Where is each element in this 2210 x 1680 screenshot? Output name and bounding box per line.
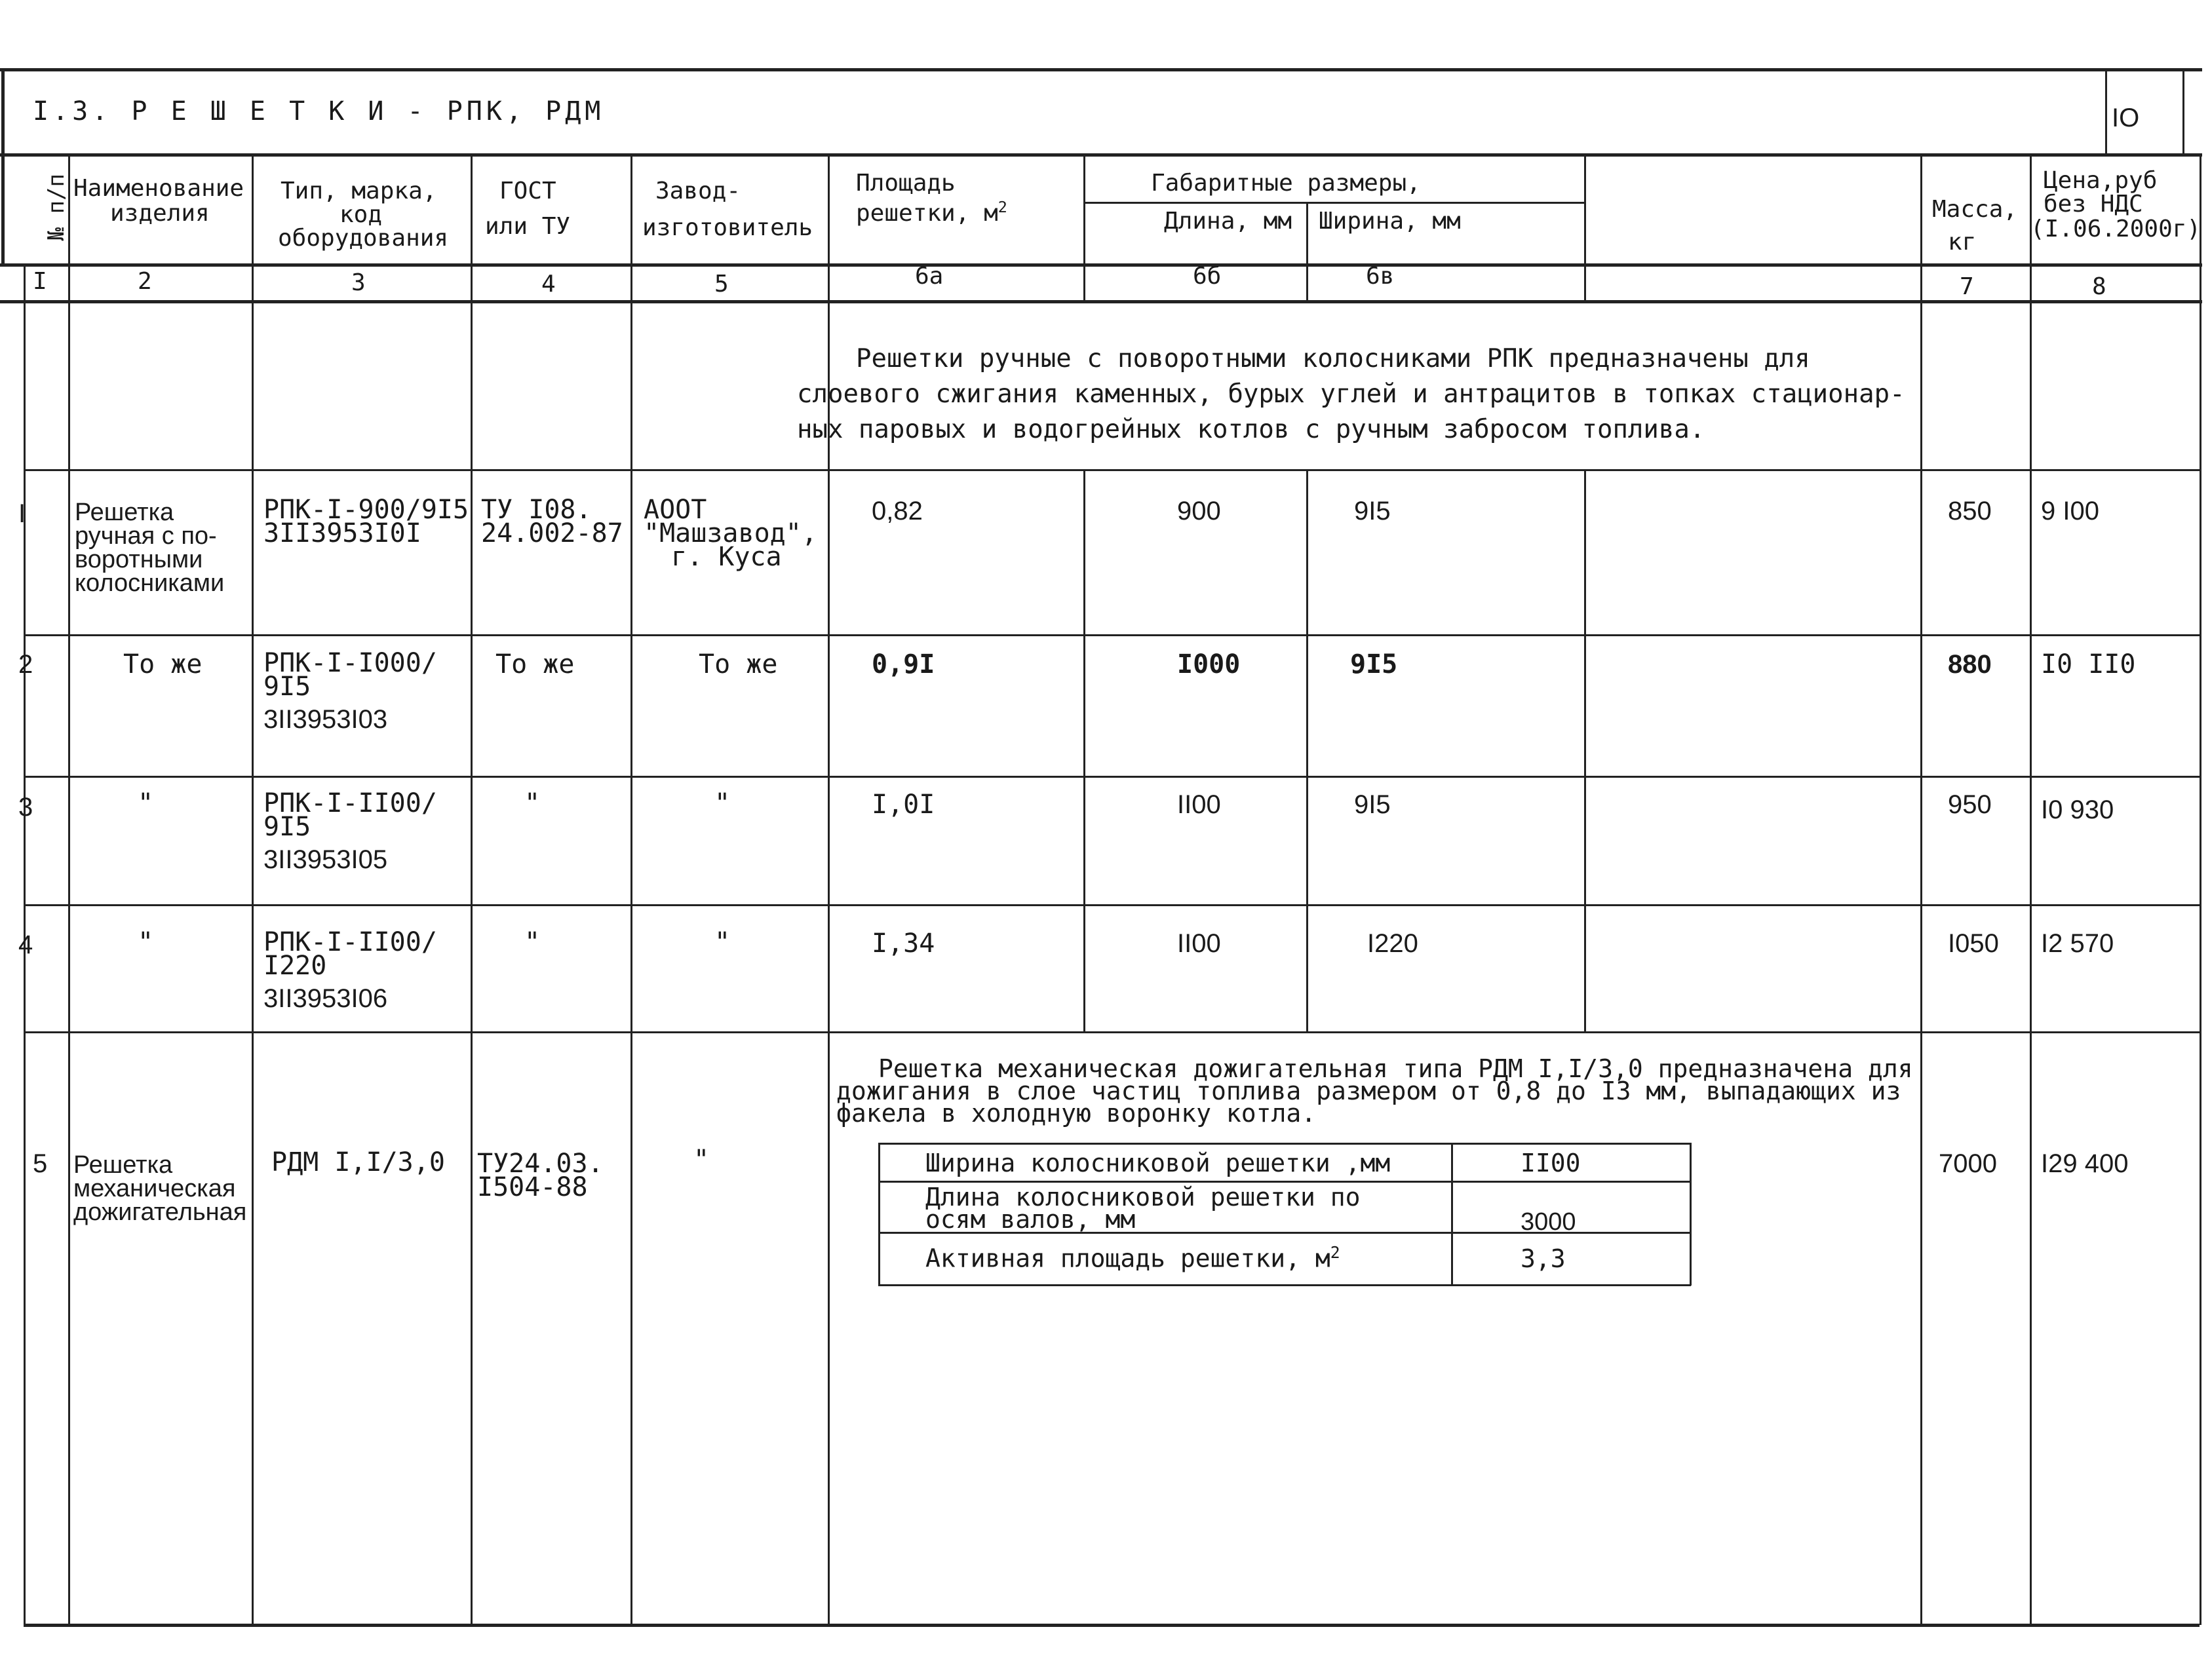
price: I29 400 [2041, 1149, 2129, 1178]
row-number: I [18, 499, 26, 528]
text-line: РПК-I-II00/ [263, 927, 437, 957]
text-line: 9I5 [263, 672, 311, 702]
type-code [263, 927, 437, 1013]
spec-value: 3000 [1521, 1208, 1576, 1236]
product-name [73, 1153, 246, 1224]
header-text: Цена,руб [2044, 167, 2158, 194]
grate-width: I220 [1367, 929, 1418, 958]
mass: I050 [1948, 929, 1999, 958]
text-line: I504-88 [477, 1172, 588, 1202]
grate-length: II00 [1177, 929, 1221, 958]
price: I0 930 [2041, 795, 2114, 824]
text-line: РПК-I-I000/ [263, 648, 437, 678]
header-text: Площадь [856, 170, 956, 197]
text-line: 3II3953I05 [263, 845, 388, 874]
text-line: дожигательная [73, 1198, 247, 1226]
grate-length: I000 [1177, 649, 1241, 679]
header-sup: 2 [998, 198, 1007, 216]
gost-tu [477, 1149, 604, 1202]
spec-label [925, 1183, 1361, 1234]
intro-line: Решетки ручные с поворотными колосниками РПК предназначены для [856, 344, 1810, 373]
text-line: 24.002-87 [481, 518, 623, 548]
grate-area: I,34 [872, 928, 935, 959]
intro-line: слоевого сжигания каменных, бурых углей и антрацитов в топках стационар- [797, 379, 1905, 409]
text-line: Решетка [73, 1151, 173, 1179]
rdm-line: факела в холодную воронку котла. [836, 1099, 1317, 1128]
manufacturer: То же [699, 649, 778, 679]
price: I0 II0 [2041, 649, 2136, 679]
header-text: изготовитель [642, 214, 813, 241]
grate-area: 0,9I [872, 649, 935, 679]
type-code [263, 788, 437, 874]
grate-length: 900 [1177, 497, 1221, 525]
mass: 880 [1948, 650, 1992, 679]
text-line: I220 [263, 951, 327, 981]
row-number: 2 [18, 650, 33, 679]
text-line: Решетка [75, 499, 174, 526]
product-name: " [138, 927, 154, 957]
header-dimensions: Габаритные размеры, [1151, 170, 1421, 197]
mass: 950 [1948, 790, 1992, 819]
text-line: ТУ I08. [481, 495, 592, 525]
column-number: 7 [1960, 273, 1974, 300]
mass: 7000 [1939, 1149, 1997, 1178]
text-line: ТУ24.03. [477, 1149, 604, 1179]
header-text: или ТУ [485, 213, 571, 240]
text-line: РПК-I-II00/ [263, 788, 437, 818]
text-line: РПК-I-900/9I5 [263, 495, 469, 525]
column-number: 6б [1193, 263, 1222, 290]
column-number: 6а [915, 263, 944, 290]
gost-tu: То же [495, 649, 575, 679]
text-line: механическая [73, 1175, 236, 1202]
row-number: 3 [18, 793, 33, 822]
header-text: оборудования [278, 225, 449, 252]
product-name [75, 501, 252, 595]
header-text: без НДС [2044, 191, 2143, 218]
page-title: I.3. Р Е Ш Е Т К И - РПК, РДМ [33, 96, 605, 126]
manufacturer: " [693, 1145, 710, 1175]
header-text: ГОСТ [499, 178, 556, 204]
header-text [856, 195, 1007, 225]
header-text: Масса, [1932, 196, 2018, 223]
text-line: "Машзавод", [644, 518, 817, 548]
header-row-number: № п/п [43, 174, 69, 241]
spec-value: 3,3 [1521, 1244, 1566, 1273]
grate-width: 9I5 [1354, 790, 1391, 819]
spec-label [925, 1245, 1340, 1271]
text-line: 3II3953I03 [263, 705, 388, 734]
gost-tu [481, 495, 623, 548]
header-text: Тип, марка, [281, 178, 437, 204]
spec-sup: 2 [1330, 1243, 1340, 1262]
column-number: 4 [541, 271, 556, 297]
grate-area: I,0I [872, 790, 935, 820]
text-line: 3II3953I0I [263, 518, 421, 548]
text-line: Активная площадь решетки, м [925, 1244, 1330, 1273]
gost-tu: " [524, 788, 541, 818]
text-line: осям валов, мм [925, 1205, 1136, 1234]
column-number: 2 [138, 268, 152, 295]
manufacturer: " [714, 788, 731, 818]
column-number: 8 [2092, 273, 2106, 300]
column-number: I [33, 268, 47, 295]
manufacturer [644, 495, 817, 572]
spec-value: II00 [1521, 1149, 1581, 1177]
row-number: 5 [33, 1149, 48, 1178]
text-line: колосниками [75, 569, 225, 597]
type-code: РДМ I,I/3,0 [271, 1147, 445, 1177]
type-code [263, 648, 437, 734]
row-number: 4 [18, 930, 33, 959]
page-number: IO [2112, 104, 2140, 132]
grate-length: II00 [1177, 790, 1221, 819]
grate-width: 9I5 [1354, 497, 1391, 525]
header-length: Длина, мм [1164, 208, 1292, 235]
rdm-line: Решетка механическая дожигательная типа РДМ I,I/3,0 предназначена для [878, 1054, 1913, 1083]
text-line: 9I5 [263, 812, 311, 842]
product-name: " [138, 788, 154, 818]
text-line: АООТ [644, 495, 707, 525]
column-number: 6в [1366, 263, 1395, 290]
spec-label: Ширина колосниковой решетки ,мм [925, 1149, 1391, 1177]
header-text: решетки, м [856, 200, 998, 227]
header-text: код [339, 201, 383, 228]
header-width: Ширина, мм [1319, 208, 1461, 235]
text-line: воротными [75, 546, 203, 573]
column-number: 3 [351, 269, 366, 296]
rdm-line: дожигания в слое частиц топлива размером от 0,8 до I3 мм, выпадающих из [836, 1077, 1901, 1105]
text-line: 3II3953I06 [263, 984, 388, 1013]
text-line: Длина колосниковой решетки по [925, 1183, 1361, 1212]
header-text: (I.06.2000г) [2030, 216, 2201, 242]
price: I2 570 [2041, 929, 2114, 958]
header-text: кг [1948, 229, 1977, 256]
column-number: 5 [714, 271, 729, 297]
mass: 850 [1948, 497, 1992, 525]
header-text: Завод- [655, 178, 741, 204]
product-name: То же [123, 649, 203, 679]
manufacturer: " [714, 927, 731, 957]
gost-tu: " [524, 927, 541, 957]
text-line: г. Куса [671, 542, 782, 572]
header-text: Наименование [73, 175, 244, 202]
text-line: ручная с по- [75, 522, 217, 550]
grate-width: 9I5 [1350, 649, 1398, 679]
header-text: изделия [110, 200, 210, 227]
intro-line: ных паровых и водогрейных котлов с ручным забросом топлива. [797, 415, 1705, 444]
type-code [263, 495, 469, 548]
grate-area: 0,82 [872, 497, 923, 525]
price: 9 I00 [2041, 497, 2099, 525]
